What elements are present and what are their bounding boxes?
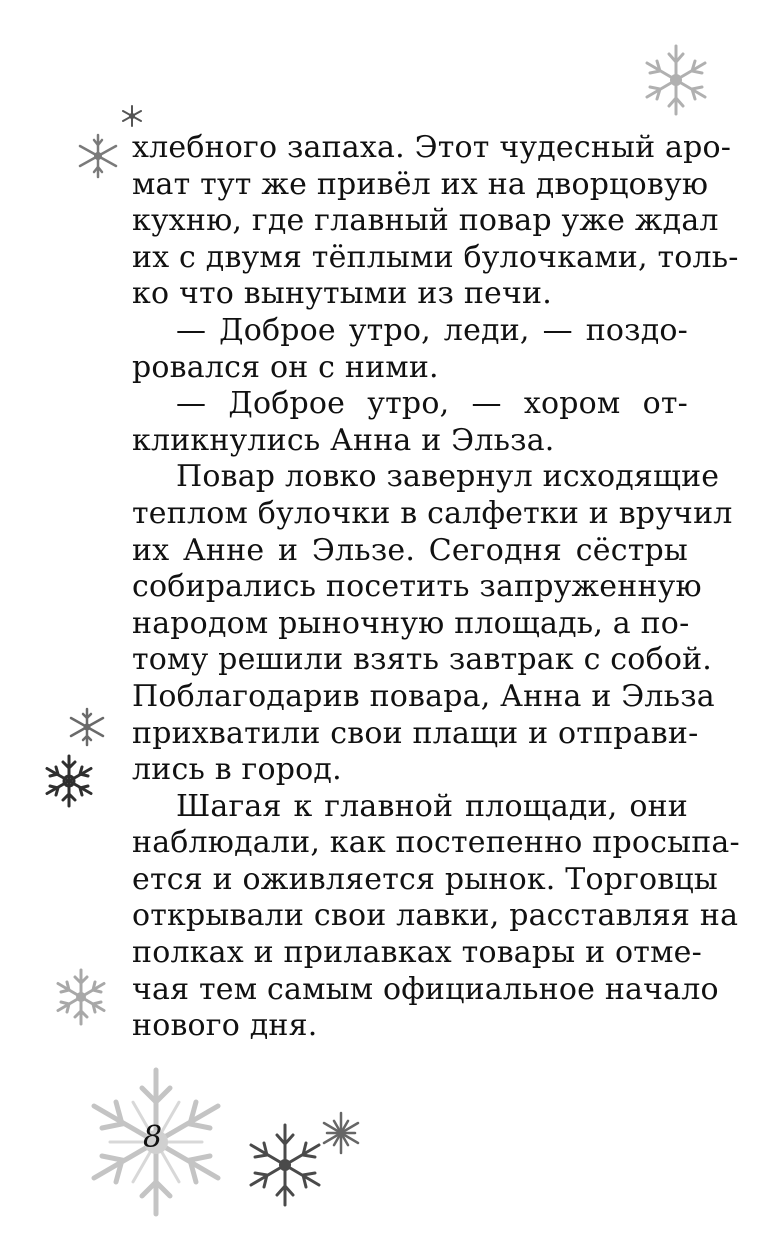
- snowflake-icon: [120, 104, 144, 128]
- text-line: открывали свои лавки, расставляя на: [132, 898, 739, 934]
- page-number: 8: [143, 1120, 163, 1155]
- text-line: наблюдали, как постепенно просыпа-: [132, 825, 740, 861]
- text-line: ется и оживляется рынок. Торговцы: [132, 861, 718, 897]
- text-line: Повар ловко завернул исходящие: [176, 459, 720, 495]
- text-line: нового дня.: [132, 1008, 318, 1044]
- text-line: ко что вынутыми из печи.: [132, 276, 552, 312]
- text-line: хлебного запаха. Этот чудесный аро-: [132, 130, 732, 165]
- text-line: Поблагодарив повара, Анна и Эльза: [132, 678, 715, 714]
- text-line: чая тем самым официальное начало: [132, 971, 719, 1007]
- text-line: лись в город.: [132, 752, 342, 788]
- body-text: [132, 130, 740, 1045]
- text-line: ровался он с ними.: [132, 349, 439, 385]
- text-line: собирались посетить запруженную: [132, 569, 702, 605]
- snowflake-icon: [240, 1120, 330, 1210]
- text-line: кликнулись Анна и Эльза.: [132, 422, 555, 458]
- snowflake-icon: [318, 1110, 364, 1156]
- text-line: — Доброе утро, — хором от-: [176, 386, 688, 422]
- text-line: народом рыночную площадь, а по-: [132, 605, 690, 641]
- snowflake-icon: [50, 966, 112, 1028]
- text-line: тому решили взять завтрак с собой.: [132, 642, 713, 678]
- snowflake-icon: [40, 752, 98, 810]
- text-line: полках и прилавках товары и отме-: [132, 935, 702, 971]
- text-line: прихватили свои плащи и отправи-: [132, 715, 699, 751]
- snowflake-icon: [636, 40, 716, 120]
- text-line: кухню, где главный повар уже ждал: [132, 203, 719, 239]
- text-line: их Анне и Эльзе. Сегодня сёстры: [132, 532, 688, 568]
- text-line: Шагая к главной площади, они: [176, 788, 688, 824]
- text-line: мат тут же привёл их на дворцовую: [132, 166, 709, 202]
- text-line: их с двумя тёплыми булочками, толь-: [132, 239, 739, 275]
- text-line: теплом булочки в салфетки и вручил: [132, 495, 733, 531]
- snowflake-icon: [66, 706, 108, 748]
- text-line: — Доброе утро, леди, — поздо-: [176, 312, 688, 348]
- snowflake-icon: [74, 132, 122, 180]
